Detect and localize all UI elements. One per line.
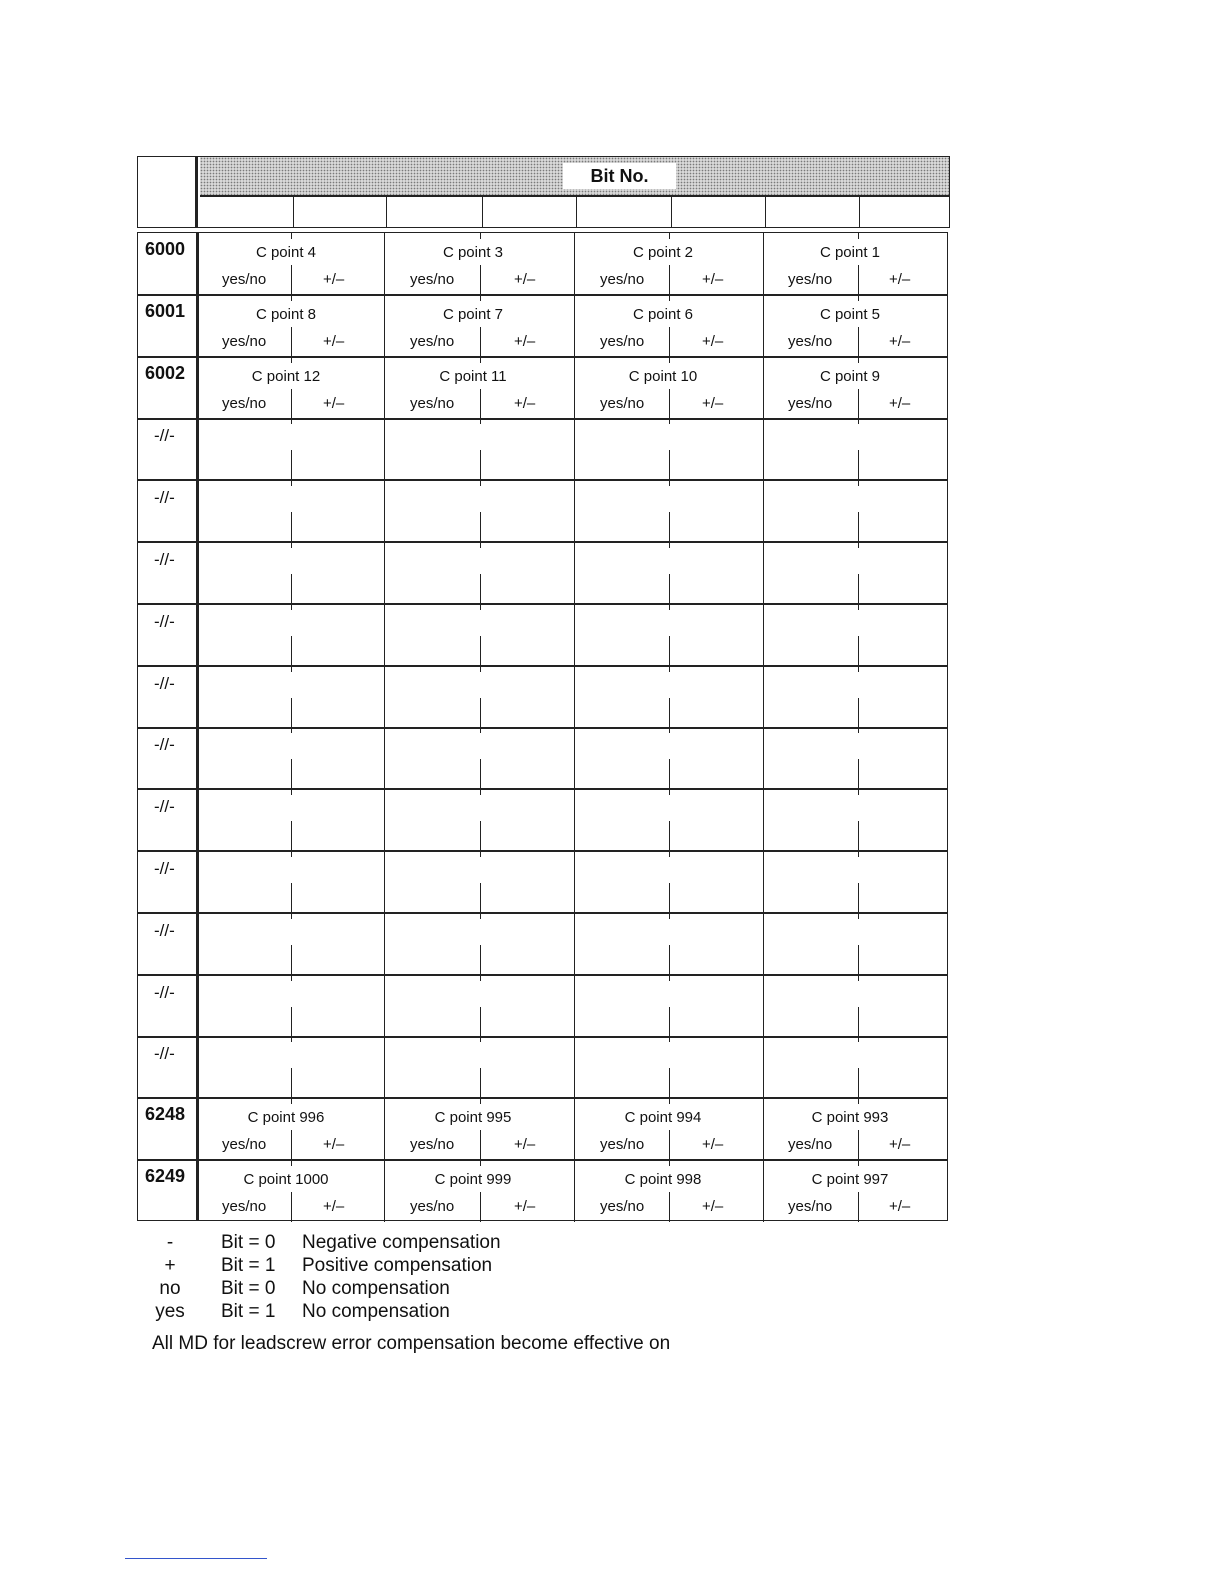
plus-minus-label: +/–	[702, 1136, 724, 1154]
yes-no-label: yes/no	[222, 394, 267, 412]
bit-tick	[858, 913, 859, 919]
bit-tick	[669, 604, 670, 610]
bit-tick	[669, 480, 670, 486]
bit-tick	[291, 666, 292, 672]
c-point-label: C point 12	[251, 367, 321, 385]
legend-symbol: -	[166, 1232, 174, 1253]
legend-symbol: yes	[155, 1301, 185, 1322]
bit-divider	[858, 883, 859, 913]
bit-tick	[480, 913, 481, 919]
bit-tick	[669, 727, 670, 733]
bit-tick	[669, 1036, 670, 1042]
effectivity-note: All MD for leadscrew error compensation become effective on	[152, 1333, 671, 1354]
bit-cell-divider	[576, 197, 577, 227]
bit-tick	[480, 1036, 481, 1042]
table-row	[138, 727, 947, 789]
bit-tick	[480, 604, 481, 610]
c-point-label: C point 8	[255, 305, 317, 323]
legend-text: Negative compensation	[302, 1232, 501, 1253]
group-divider	[384, 480, 385, 542]
plus-minus-label: +/–	[514, 271, 536, 288]
group-divider	[574, 542, 575, 604]
yes-no-label: yes/no	[222, 1136, 267, 1154]
legend-symbol: +	[164, 1255, 176, 1276]
bit-divider	[858, 512, 859, 542]
bit-divider	[291, 636, 292, 666]
bit-tick	[858, 480, 859, 486]
plus-minus-label: +/–	[323, 1136, 345, 1154]
c-point-label: C point 993	[811, 1109, 889, 1127]
legend-bit: Bit = 0	[221, 1278, 276, 1299]
bit-divider	[291, 759, 292, 789]
bit-tick	[480, 542, 481, 548]
bit-tick	[669, 1160, 670, 1166]
bit-tick	[291, 480, 292, 486]
bit-tick	[480, 233, 481, 239]
bit-divider	[291, 512, 292, 542]
group-divider	[574, 604, 575, 666]
c-point-label: C point 995	[434, 1109, 512, 1127]
plus-minus-label: +/–	[889, 1136, 911, 1154]
ditto-mark: -//-	[154, 1044, 175, 1064]
bit-cell-divider	[671, 197, 672, 227]
c-point-label: C point 999	[434, 1171, 512, 1188]
c-point-label: C point 11	[439, 367, 507, 385]
bit-divider	[669, 327, 670, 357]
ditto-mark: -//-	[154, 735, 175, 755]
bit-tick	[858, 233, 859, 239]
plus-minus-label: +/–	[702, 271, 724, 288]
group-divider	[574, 851, 575, 913]
bit-tick	[669, 1098, 670, 1104]
bit-divider	[480, 327, 481, 357]
bit-divider	[480, 698, 481, 728]
c-point-label: C point 2	[632, 244, 694, 261]
c-point-label: C point 3	[442, 244, 504, 261]
yes-no-label: yes/no	[600, 1198, 645, 1215]
c-point-label: C point 7	[442, 305, 504, 323]
yes-no-label: yes/no	[788, 1136, 833, 1154]
group-divider	[384, 727, 385, 789]
bit-divider	[480, 389, 481, 419]
bit-tick	[291, 913, 292, 919]
bit-tick	[480, 789, 481, 795]
yes-no-label: yes/no	[410, 1198, 455, 1215]
yes-no-label: yes/no	[600, 271, 645, 288]
yes-no-label: yes/no	[410, 1136, 455, 1154]
group-divider	[763, 1098, 764, 1160]
legend-text: No compensation	[302, 1301, 450, 1322]
bit-tick	[291, 789, 292, 795]
bit-tick	[291, 233, 292, 239]
bit-cell-divider	[386, 197, 387, 227]
group-divider	[384, 542, 385, 604]
bit-tick	[858, 666, 859, 672]
bit-divider	[480, 1007, 481, 1037]
group-divider	[384, 913, 385, 975]
ditto-mark: -//-	[154, 550, 175, 569]
bit-divider	[669, 698, 670, 728]
md-number: 6002	[145, 362, 186, 383]
bit-number-cells	[200, 197, 949, 227]
plus-minus-label: +/–	[514, 394, 536, 412]
table-row	[138, 1098, 947, 1160]
group-divider	[574, 233, 575, 295]
bit-divider	[858, 327, 859, 357]
group-divider	[763, 295, 764, 357]
group-divider	[763, 789, 764, 851]
ditto-mark: -//-	[154, 488, 175, 508]
c-point-label: C point 4	[255, 244, 317, 261]
bit-divider	[858, 389, 859, 419]
bit-tick	[291, 418, 292, 424]
bit-tick	[858, 1098, 859, 1104]
bit-tick	[669, 233, 670, 239]
bit-tick	[669, 542, 670, 548]
bit-divider	[669, 759, 670, 789]
bit-divider	[669, 636, 670, 666]
group-divider	[384, 851, 385, 913]
group-divider	[763, 851, 764, 913]
bit-tick	[291, 1160, 292, 1166]
group-divider	[384, 975, 385, 1037]
bit-tick	[291, 851, 292, 857]
group-divider	[574, 789, 575, 851]
bit-tick	[858, 1036, 859, 1042]
bit-divider	[291, 327, 292, 357]
group-divider	[384, 1036, 385, 1098]
bit-divider	[858, 265, 859, 295]
group-divider	[384, 357, 385, 419]
bit-divider	[291, 945, 292, 975]
bit-divider	[291, 883, 292, 913]
table-row	[138, 480, 947, 542]
bit-tick	[291, 604, 292, 610]
bit-divider	[858, 1007, 859, 1037]
bit-divider	[480, 883, 481, 913]
bit-no-label: Bit No.	[563, 163, 676, 189]
ditto-mark: -//-	[154, 982, 175, 1002]
bit-divider	[480, 1130, 481, 1160]
bit-tick	[669, 975, 670, 981]
c-point-label: C point 6	[632, 305, 694, 323]
table-row	[138, 418, 947, 480]
bit-tick	[291, 542, 292, 548]
legend-symbol: no	[159, 1278, 181, 1299]
bit-tick	[858, 357, 859, 363]
bit-tick	[858, 604, 859, 610]
bit-divider	[669, 265, 670, 295]
group-divider	[384, 1098, 385, 1160]
plus-minus-label: +/–	[889, 1198, 911, 1215]
c-point-label: C point 994	[624, 1109, 702, 1127]
c-point-label: C point 997	[811, 1171, 889, 1188]
bit-divider	[858, 636, 859, 666]
yes-no-label: yes/no	[600, 1136, 645, 1154]
md-number: 6000	[145, 239, 186, 259]
group-divider	[763, 1036, 764, 1098]
bit-tick	[669, 666, 670, 672]
bit-divider	[669, 1068, 670, 1098]
bit-divider	[858, 450, 859, 480]
plus-minus-label: +/–	[514, 1136, 536, 1154]
bit-tick	[480, 975, 481, 981]
group-divider	[384, 1160, 385, 1222]
bit-divider	[480, 265, 481, 295]
bit-divider	[669, 945, 670, 975]
yes-no-label: yes/no	[600, 332, 645, 350]
ditto-mark: -//-	[154, 426, 175, 446]
table-row	[138, 295, 947, 357]
group-divider	[763, 913, 764, 975]
group-divider	[763, 604, 764, 666]
bit-divider	[669, 883, 670, 913]
bit-divider	[480, 636, 481, 666]
bit-divider	[480, 450, 481, 480]
group-divider	[384, 604, 385, 666]
group-divider	[384, 233, 385, 295]
bit-tick	[858, 789, 859, 795]
bit-divider	[291, 450, 292, 480]
bit-tick	[858, 295, 859, 301]
bit-tick	[291, 357, 292, 363]
legend-bit: Bit = 1	[221, 1301, 276, 1322]
bit-cell-divider	[765, 197, 766, 227]
bit-divider	[291, 1068, 292, 1098]
bit-tick	[291, 1036, 292, 1042]
bit-tick	[480, 1160, 481, 1166]
group-divider	[574, 295, 575, 357]
yes-no-label: yes/no	[788, 271, 833, 288]
group-divider	[384, 418, 385, 480]
bit-tick	[669, 851, 670, 857]
bit-divider	[858, 1130, 859, 1160]
plus-minus-label: +/–	[323, 1198, 345, 1215]
plus-minus-label: +/–	[702, 394, 724, 412]
group-divider	[574, 418, 575, 480]
bit-divider	[291, 821, 292, 851]
yes-no-label: yes/no	[222, 271, 267, 288]
bit-tick	[858, 1160, 859, 1166]
bit-tick	[669, 913, 670, 919]
bit-tick	[858, 975, 859, 981]
ditto-mark: -//-	[154, 797, 175, 817]
bit-tick	[480, 1098, 481, 1104]
bit-divider	[858, 759, 859, 789]
bit-divider	[669, 1192, 670, 1222]
bit-divider	[291, 1192, 292, 1222]
bit-tick	[291, 1098, 292, 1104]
group-divider	[574, 666, 575, 728]
group-divider	[574, 1098, 575, 1160]
bit-tick	[480, 851, 481, 857]
bit-divider	[480, 574, 481, 604]
group-divider	[574, 1036, 575, 1098]
legend-text: Positive compensation	[302, 1255, 493, 1276]
legend-bit: Bit = 0	[221, 1232, 276, 1253]
bit-tick	[669, 789, 670, 795]
ditto-mark: -//-	[154, 920, 175, 940]
ditto-mark: -//-	[154, 859, 175, 878]
plus-minus-label: +/–	[323, 332, 345, 350]
md-number: 6248	[145, 1104, 186, 1125]
group-divider	[574, 913, 575, 975]
bit-divider	[669, 450, 670, 480]
group-divider	[574, 480, 575, 542]
yes-no-label: yes/no	[222, 1198, 267, 1215]
c-point-label: C point 996	[247, 1109, 325, 1127]
bit-divider	[858, 574, 859, 604]
bit-tick	[858, 851, 859, 857]
bit-tick	[480, 418, 481, 424]
group-divider	[574, 975, 575, 1037]
group-divider	[763, 480, 764, 542]
bit-tick	[669, 295, 670, 301]
c-point-label: C point 5	[819, 305, 881, 323]
bit-divider	[858, 945, 859, 975]
bit-divider	[858, 1068, 859, 1098]
group-divider	[763, 727, 764, 789]
bit-divider	[480, 759, 481, 789]
bit-cell-divider	[859, 197, 860, 227]
c-point-label: C point 1	[819, 244, 881, 261]
bit-tick	[291, 975, 292, 981]
legend-bit: Bit = 1	[221, 1255, 276, 1276]
md-number: 6001	[145, 300, 186, 321]
bit-divider	[480, 821, 481, 851]
bit-divider	[291, 574, 292, 604]
bit-divider	[480, 1192, 481, 1222]
yes-no-label: yes/no	[410, 332, 455, 350]
plus-minus-label: +/–	[702, 332, 724, 350]
plus-minus-label: +/–	[323, 394, 345, 412]
group-divider	[384, 295, 385, 357]
bit-tick	[669, 418, 670, 424]
group-divider	[763, 542, 764, 604]
c-point-label: C point 10	[628, 367, 698, 385]
legend-text: No compensation	[302, 1278, 450, 1299]
bit-divider	[858, 698, 859, 728]
ditto-mark: -//-	[154, 673, 175, 693]
table-row	[138, 357, 947, 419]
group-divider	[763, 418, 764, 480]
group-divider	[384, 666, 385, 728]
yes-no-label: yes/no	[410, 394, 455, 412]
table-row	[138, 851, 947, 913]
bit-divider	[480, 512, 481, 542]
yes-no-label: yes/no	[410, 271, 455, 288]
c-point-label: C point 998	[624, 1171, 702, 1188]
bit-tick	[480, 480, 481, 486]
bit-divider	[669, 389, 670, 419]
table-row	[138, 913, 947, 975]
group-divider	[763, 975, 764, 1037]
bit-tick	[480, 727, 481, 733]
md-bit-table	[137, 232, 948, 1221]
bit-tick	[480, 666, 481, 672]
bit-divider	[291, 1007, 292, 1037]
bit-tick	[291, 727, 292, 733]
bit-divider	[669, 1007, 670, 1037]
yes-no-label: yes/no	[788, 332, 833, 350]
bit-cell-divider	[293, 197, 294, 227]
plus-minus-label: +/–	[514, 1198, 536, 1215]
group-divider	[384, 789, 385, 851]
c-point-label: C point 9	[819, 367, 881, 385]
c-point-label: C point 1000	[243, 1171, 329, 1188]
bit-divider	[669, 512, 670, 542]
table-row	[138, 233, 947, 295]
bit-tick	[480, 357, 481, 363]
bit-header	[137, 156, 950, 228]
group-divider	[763, 233, 764, 295]
plus-minus-label: +/–	[323, 271, 345, 288]
group-divider	[574, 727, 575, 789]
group-divider	[763, 1160, 764, 1222]
bit-divider	[291, 698, 292, 728]
table-row	[138, 542, 947, 604]
group-divider	[763, 357, 764, 419]
bit-cell-divider	[482, 197, 483, 227]
plus-minus-label: +/–	[514, 332, 536, 350]
table-row	[138, 604, 947, 666]
bit-tick	[480, 295, 481, 301]
bit-divider	[291, 389, 292, 419]
table-row	[138, 789, 947, 851]
bit-tick	[858, 542, 859, 548]
group-divider	[574, 1160, 575, 1222]
plus-minus-label: +/–	[889, 271, 911, 288]
bit-divider	[291, 265, 292, 295]
table-row	[138, 975, 947, 1037]
table-row	[138, 1036, 947, 1098]
table-row	[138, 666, 947, 728]
plus-minus-label: +/–	[702, 1198, 724, 1215]
yes-no-label: yes/no	[222, 332, 267, 350]
bit-divider	[291, 1130, 292, 1160]
ditto-mark: -//-	[154, 611, 175, 631]
group-divider	[574, 357, 575, 419]
bit-divider	[669, 574, 670, 604]
md-number: 6249	[145, 1166, 186, 1186]
bit-tick	[858, 418, 859, 424]
yes-no-label: yes/no	[788, 394, 833, 412]
footer-rule	[125, 1558, 267, 1559]
plus-minus-label: +/–	[889, 332, 911, 350]
bit-header-band	[200, 157, 949, 197]
yes-no-label: yes/no	[600, 394, 645, 412]
yes-no-label: yes/no	[788, 1198, 833, 1215]
bit-tick	[669, 357, 670, 363]
header-md-cell	[138, 157, 198, 227]
bit-divider	[480, 1068, 481, 1098]
bit-divider	[669, 1130, 670, 1160]
bit-divider	[858, 821, 859, 851]
bit-divider	[669, 821, 670, 851]
bit-divider	[480, 945, 481, 975]
bit-tick	[291, 295, 292, 301]
bit-tick	[858, 727, 859, 733]
plus-minus-label: +/–	[889, 394, 911, 412]
bit-divider	[858, 1192, 859, 1222]
table-row	[138, 1160, 947, 1222]
group-divider	[763, 666, 764, 728]
